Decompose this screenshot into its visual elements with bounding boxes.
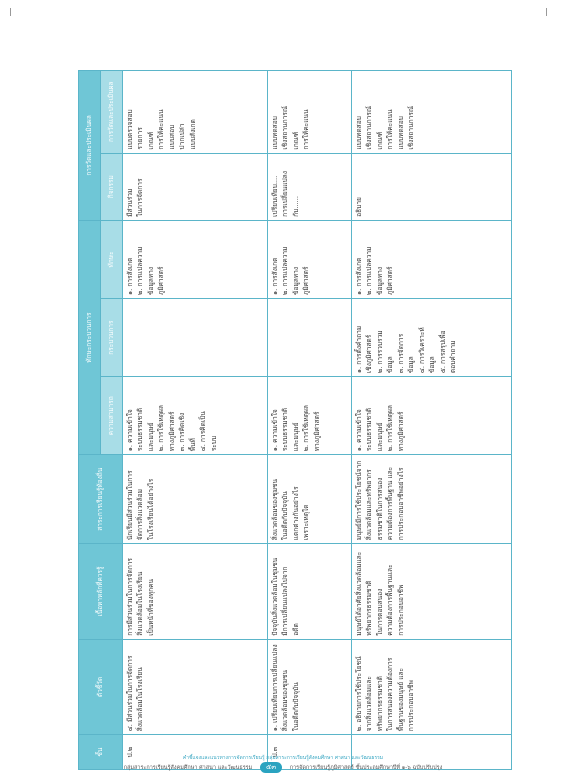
footer-right: การจัดการเรียนรู้ภูมิศาสตร์ ชั้นประถมศึกษาปีที่ ๑-๖ ฉบับปรับปรุง [289,765,443,771]
cell-line: ๕. การสรุปเพื่อ [438,330,447,374]
col-sub-attitude: ทักษะ [100,220,122,298]
cell-line: ข้อมูลทาง [291,266,300,296]
cell-line: ๒. การใช้เหตุผล [157,405,166,452]
cell-skill [267,299,351,377]
cell-line: จัดการสิ่งแวดล้อม [136,489,145,541]
cell-line: ๒. การแปลความ [136,246,145,296]
cell-line: ๒. การรวบรวม [375,330,384,374]
cell-eval [351,71,511,154]
footer-top-line: คำชี้แจงและแนวทางการจัดการเรียนรู้ กลุ่มสาระการเรียนรู้สังคมศึกษา ศาสนา และวัฒนธรรม [182,755,384,761]
cell-local [267,455,351,544]
cell-line: ความต้องการพื้นฐานและ [386,564,395,636]
cell-line: อธิบาย [354,197,363,217]
cell-line: ๒. การแปลความ [365,246,374,296]
cell-skill [122,299,267,377]
cell-knowledge [122,377,267,455]
cell-local [122,455,267,544]
cell-line: แบบตรวจสอบ [125,109,134,150]
cell-line: รายการ [136,127,145,150]
col-sub-skill: กระบวนการ [100,299,122,377]
cell-activity [122,153,267,220]
cell-line: อดีต [291,623,300,636]
cell-activity [351,153,511,220]
cell-attitude [351,220,511,298]
cell-line: และมนุษย์ [291,422,300,452]
cell-line: พื้นที่ [188,438,197,452]
col-sub-knowledge: ความสามารถ [100,377,122,455]
curriculum-table-rotated [78,70,512,770]
cell-line: ๑. ความเข้าใจ [270,409,279,452]
cell-line: การประกอบอาชีพ [396,584,405,636]
cell-line: ๓. การคิดเชิง [178,412,187,452]
cell-line: ข้อมูลทาง [375,266,384,296]
cell-line: ในโรงเรียนได้อย่างไร [146,478,155,541]
cell-line: มนุษย์ได้อาศัยสิ่งแวดล้อมและ [354,551,363,636]
cell-eval [267,71,351,154]
cell-line: ข้อมูลทาง [146,266,155,296]
col-local: สาระการเรียนรู้ท้องถิ่น [79,455,123,544]
cell-line: สิ่งแวดล้อมและทรัพยากร [365,469,374,541]
cell-line: ระบบ [209,435,218,452]
cell-line: ธรรมชาติในการสนอง [375,477,384,541]
cell-line: ๑. การสังเกต [270,257,279,296]
cell-line: ๔. การคิดเป็น [199,411,208,452]
cell-line: ความต้องการพื้นฐาน และ [386,466,395,541]
cell-line: สิ่งแวดล้อมในโรงเรียน [136,667,145,732]
col-grade: ชั้น [79,735,123,770]
cell-attitude [267,220,351,298]
cell-line: แบบทดสอบ [354,116,363,150]
cell-line: แบบทดสอบ [396,116,405,150]
cell-line: ภูมิศาสตร์ [302,266,311,296]
cell-line: ทางภูมิศาสตร์ [396,411,405,452]
cell-line: ระบบธรรมชาติ [281,407,290,452]
cell-line: การให้คะแนน [157,109,166,150]
cell-line: ๒. การใช้เหตุผล [386,405,395,452]
cell-line: การประกอบอาชีพอย่างไร [396,467,405,541]
cell-line: ในการสนองความต้องการ [386,657,395,732]
cell-core [267,544,351,640]
col-sub-activity: กิจกรรม [100,153,122,220]
footer-left: กลุ่มสาระการเรียนรู้สังคมศึกษา ศาสนา และวัฒนธรรม [123,765,253,771]
cell-line: ทางภูมิศาสตร์ [312,411,321,452]
cell-line: มนุษย์มีการใช้ประโยชน์จาก [354,460,363,541]
crop-mark-right [546,8,547,16]
page-number: ๕๓ [260,762,282,773]
cell-indicator [351,639,511,735]
cell-line: แตกต่างกันอย่างไร [291,486,300,541]
cell-line: ระบบธรรมชาติ [365,407,374,452]
cell-eval [122,71,267,154]
cell-line: ๑. ความเข้าใจ [354,409,363,452]
cell-line: เชิงภูมิศาสตร์ [365,334,374,374]
cell-line: ปากเปล่า [178,123,187,150]
cell-indicator [122,639,267,735]
cell-line: มีส่วนร่วม [125,188,134,217]
table-row [122,71,267,770]
cell-line: และมนุษย์ [375,422,384,452]
cell-line: ๑. การสังเกต [125,257,134,296]
cell-line: พื้นฐานของมนุษย์ และ [396,667,405,732]
cell-indicator [267,639,351,735]
cell-attitude [122,220,267,298]
cell-line: เชิงสถานการณ์ [281,106,290,150]
cell-line: ๓. การจัดการ [396,333,405,374]
cell-line: ปัจจุบันสิ่งแวดล้อมในชุมชน [270,557,279,636]
col-indicator: ตัวชี้วัด [79,639,123,735]
cell-line: ๑. เปรียบเทียบการเปลี่ยนแปลง [270,644,279,732]
cell-line: ๔. การวิเคราะห์ [417,327,426,374]
cell-line: ตอบคำถาม [449,340,458,374]
cell-grade: ป.๒ [122,735,267,770]
col-process: ทักษะกระบวนการ [79,220,101,454]
cell-knowledge [267,377,351,455]
cell-line: ๒. การแปลความ [281,246,290,296]
cell-line: ๑. การตั้งคำถาม [354,325,363,374]
cell-line: การให้คะแนน [386,109,395,150]
cell-line: ในการจัดการ [136,178,145,217]
table-row [267,71,351,770]
cell-line: เกณฑ์ [291,131,300,150]
cell-line: ภูมิศาสตร์ [157,266,166,296]
table-body [122,71,511,770]
cell-line: จากสิ่งแวดล้อมและ [365,676,374,732]
cell-skill [351,299,511,377]
col-core: เนื้อหาหลักที่ควรรู้ [79,544,123,640]
cell-core [122,544,267,640]
cell-line: สิ่งแวดล้อมของชุมชน [281,669,290,732]
cell-knowledge [351,377,511,455]
cell-line: ในอดีตกับปัจจุบัน [281,491,290,541]
cell-line: ทรัพยากรธรรมชาติ [375,676,384,732]
cell-line: นักเรียนมีส่วนร่วมในการ [125,470,134,541]
cell-line: ข้อมูล [407,356,416,374]
cell-line: แบบสอบ [167,124,176,150]
page-footer [0,754,566,773]
cell-line: ข้อมูล [386,356,395,374]
cell-line: ๑. ความเข้าใจ [125,409,134,452]
cell-line: ๒. การใช้เหตุผล [302,405,311,452]
cell-line: การเปลี่ยนแปลง [281,171,290,217]
cell-line: และมนุษย์ [146,422,155,452]
cell-line: เชิงสถานการณ์ [365,106,374,150]
cell-line: การให้คะแนน [302,109,311,150]
cell-line: แบบทดสอบ [270,116,279,150]
col-eval: การวัดและประเมินผล [79,71,101,221]
cell-line: เปรียบเทียบ.... [270,175,279,217]
crop-mark-left [10,8,11,16]
cell-line: การมีส่วนร่วมในการจัดการ [125,558,134,636]
cell-line: ภูมิศาสตร์ [386,266,395,296]
cell-line: มีการเปลี่ยนแปลงไปจาก [281,566,290,636]
cell-line: ทรัพยากรธรรมชาติ [365,580,374,636]
cell-line: กับ...... [291,196,300,217]
header-row [79,71,101,770]
cell-line: ในการตอบสนอง [375,588,384,636]
cell-line: การประกอบอาชีพ [407,680,416,732]
cell-line: ข้อมูล [428,356,437,374]
col-sub-eval: การวัดและประเมินผล [100,71,122,154]
table-row [351,71,511,770]
cell-line: เกณฑ์ [146,131,155,150]
cell-local [351,455,511,544]
cell-line: เกณฑ์ [375,131,384,150]
cell-line: เป็นหน้าที่ของทุกคน [146,578,155,636]
cell-line: แบบสังเกต [188,119,197,150]
curriculum-table [78,70,512,770]
cell-line: ทางภูมิศาสตร์ [167,411,176,452]
cell-line: สิ่งแวดล้อมในโรงเรียน [136,571,145,636]
cell-core [351,544,511,640]
cell-activity [267,153,351,220]
cell-line: ระบบธรรมชาติ [136,407,145,452]
cell-line: ๒. อธิบายการใช้ประโยชน์ [354,656,363,732]
cell-grade: ป.๓ [267,735,351,770]
cell-line: เพราะเหตุใด [302,504,311,541]
cell-line: ๑. การสังเกต [354,257,363,296]
cell-line: ๔. มีส่วนร่วมในการจัดการ [125,655,134,732]
cell-line: ในอดีตกับปัจจุบัน [291,682,300,732]
cell-line: เชิงสถานการณ์ [407,106,416,150]
cell-line: สิ่งแวดล้อมของชุมชน [270,478,279,541]
